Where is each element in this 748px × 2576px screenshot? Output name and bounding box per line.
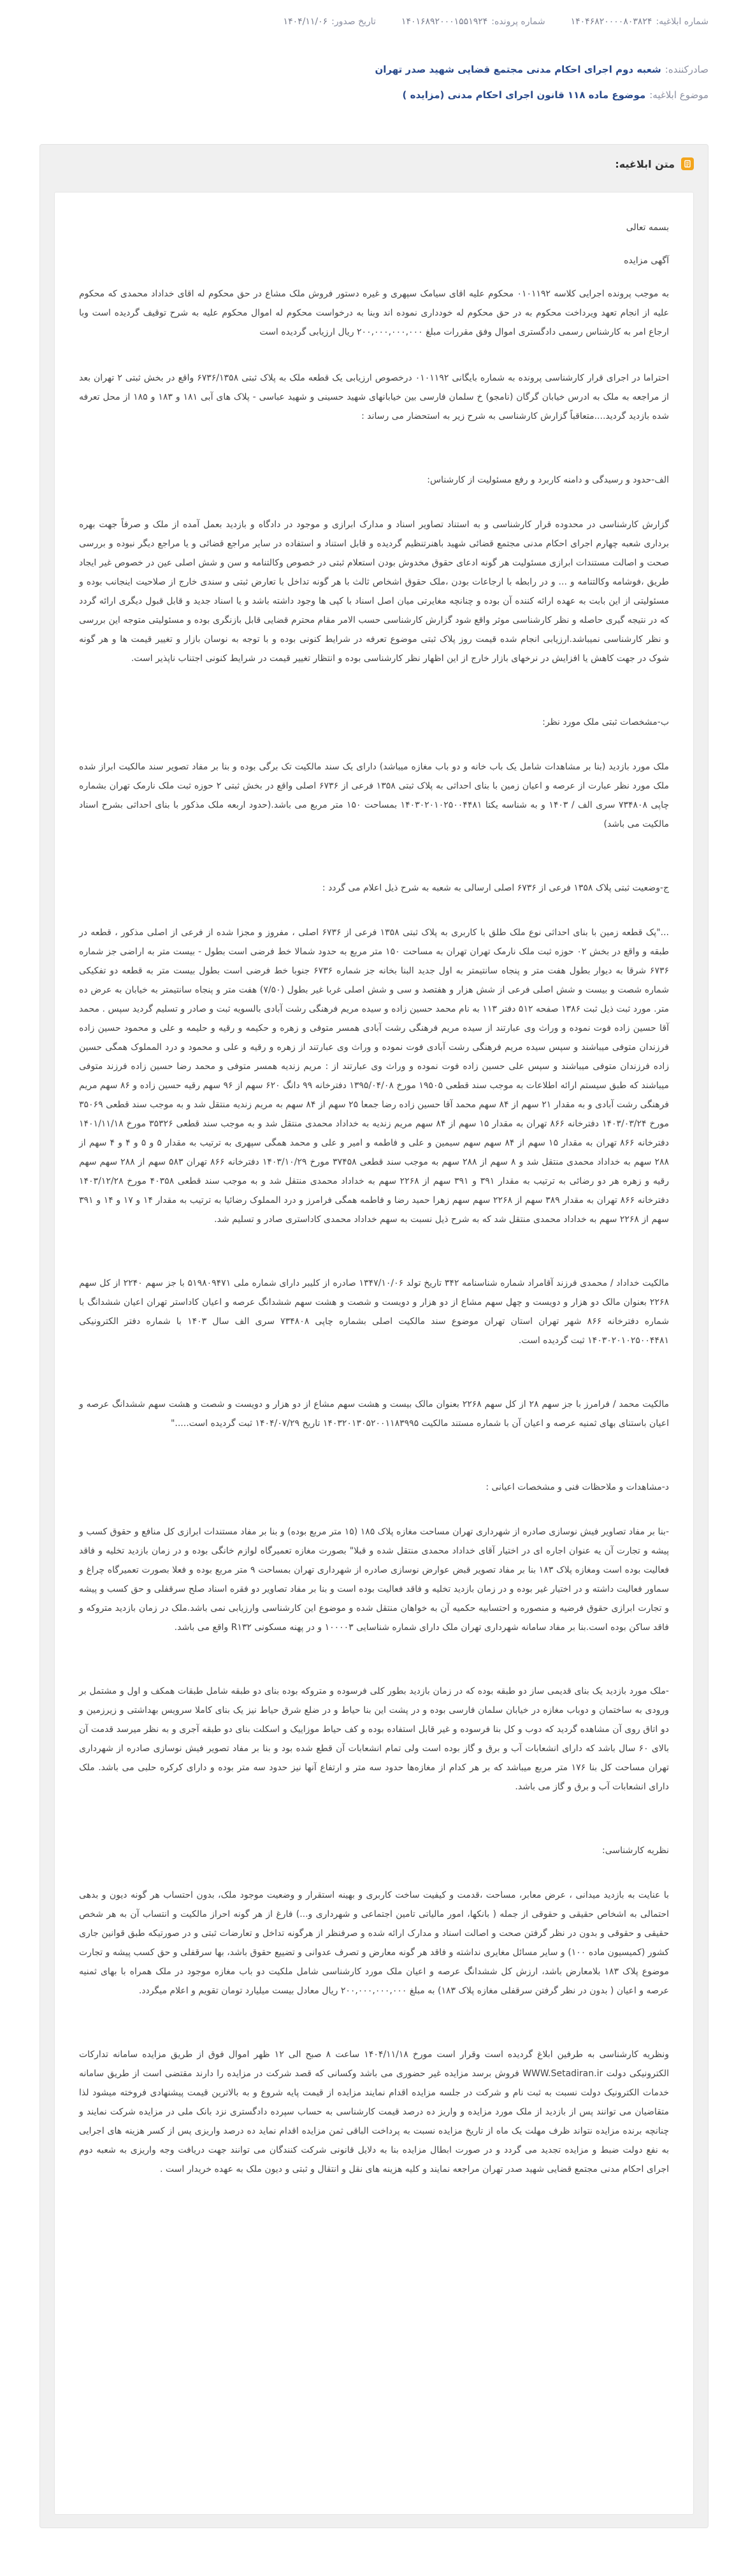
notice-meta-row: [40, 17, 708, 27]
paragraph-observations-1: -بنا بر مفاد تصاویر فیش نوسازی صادره از شهرداری تهران مساحت مغازه پلاک ۱۸۵ (۱۵ متر مربع بوده) و بنا بر مفاد مستندات ابرازی کل منافع و حقوق کسب و پیشه و تجارت آن یه عنوان اجاره ای در اختیار آقای خداداد محمدی منتقل شده و قبلا" بصورت مغازه تعمیرگاه لوازم خانگی بوده و در زمان بازدید تخلیه و فاقد فعالیت بوده است ومغازه پلاک ۱۸۳ بنا بر مفاد تصویر قبض عوارض نوسازی صادره از شهرداری تهران بمساحت ۹ متر مربع بوده و فعلا بصورت تعمیرگاه چراغ و سماور فعالیت داشته و در اختیار غیر بوده و در زمان بازدید تخلیه و فاقد فعالیت بوده است و بنا بر مفاد تصاویر دو فقره اسناد صلح سرقفلی و حق کسب و پیشه و تجارت ابرازی حقوق فرضیه و منصوره و احتسابیه حکمیه آن به خواهان منتقل شده و موضوع این کارشناسی وارزیابی نمی باشد.ملک در زمان بازدید متروکه و فاقد ساکن بوده است.بنا بر مفاد سامانه شهرداری تهران ملک دارای شماره شناسایی ۱۰۰۰۰۳ و در پهنه مسکونی R۱۳۲ واقع می باشد.: [79, 1527, 670, 1633]
heading-opinion: نظریه کارشناسی:: [602, 1845, 669, 1856]
notice-subject: [40, 89, 708, 101]
paragraph-auction: ونظریه کارشناسی به طرفین ابلاغ گردیده است وقرار است مورخ ۱۴۰۴/۱۱/۱۸ ساعت ۸ صبح الی ۱۲ ظهر اموال فوق از طریق مزایده سامانه تدارکات الکترونیکی دولت WWW.Setadiran.ir فروش برسد مزایده غیر حضوری می باشد وکسانی که قصد شرکت در مزایده را دارند مقتضی است از طریق سامانه خدمات الکترونیک دولت نسبت به ثبت نام و شرکت در جلسه مزایده اقدام نمایند مزایده از قیمت پایه شروع و به بالاترین قیمت پیشنهادی فروخته میشود لذا متقاضیان می توانند پس از بازدید از ملک مورد مزایده و واریز ده درصد قیمت کارشناسی به حساب سپرده دادگستری نزد بانک ملی در مزایده شرکت نمایند و چنانچه برنده مزایده نتواند ظرف مهلت یک ماه از تاریخ مزایده نسبت به پرداخت الباقی ثمن مزایده اقدام نماید ده درصد واریزی پس از کسر هزینه های اجرایی به نفع دولت ضبط و مزایده تجدید می گردد و در صورت ابطال مزایده بنا به دلایل قانونی شرکت کنندگان می توانند جهت دریافت وجه واریزی به شعبه دوم اجرای احکام مدنی مجتمع قضایی شهید صدر تهران مراجعه نمایند و کلیه هزینه های نقل و انتقال و ثبتی و دیون ملک به عهده خریدار است .: [79, 2049, 670, 2174]
issue-date: [284, 17, 376, 27]
issuer: [40, 64, 708, 75]
paragraph-appraisal: احتراما در اجرای قرار کارشناسی پرونده به شماره بایگانی ۰۱۰۱۱۹۲ درخصوص ارزیابی یک قطعه ملک به پلاک ثبتی ۶۷۳۶/۱۳۵۸ واقع در بخش ثبتی ۲ تهران بعد از مراجعه به ملک به ادرس خیابان گرگان (نامجو) خ سلمان فارسی بین خیابانهای شهید حسینی و شهید عباسی - پلاک های آبی ۱۸۱ و ۱۸۳ و ۱۸۵ از محل تعرفه شده بازدید گردید....متعاقباً گزارش کارشناسی به شرح زیر به استحضار می رساند :: [79, 373, 670, 421]
issue-date-value: ۱۴۰۴/۱۱/۰۶: [283, 17, 328, 27]
notice-title: آگهی مزایده: [624, 256, 669, 266]
paragraph-registry: ملک مورد بازدید (بنا بر مشاهدات شامل یک باب خانه و دو باب مغازه میباشد) دارای یک سند مالکیت تک برگی بوده و بنا بر مفاد تصویر سند مالکیت ابراز شده ملک مورد نظر عبارت از عرصه و اعیان زمین با بنای احداثی به پلاک ثبتی ۱۳۵۸ فرعی از ۶۷۳۶ اصلی واقع در بخش ثبتی ۲ حوزه ثبت ملک نارمک تهران بشماره چاپی ۷۳۴۸۰۸ سری الف / ۱۴۰۳ و به شناسه یکتا ۱۴۰۳۰۲۰۱۰۲۵۰۰۴۴۸۱ بمساحت ۱۵۰ متر مربع می باشد.(حدود اربعه ملک مذکور با بنای احداثی بشرح اسناد مالکیت می باشد): [79, 762, 670, 829]
paragraph-owner-2: مالکیت محمد / فرامرز با جز سهم ۲۸ از کل سهم ۲۲۶۸ بعنوان مالک بیست و هشت سهم مشاع از دو هزار و دویست و شصت و هشت سهم ششدانگ عرصه و اعیان باستنای بهای ثمنیه عرصه و اعیان آن با شماره مستند مالکیت ۱۴۰۳۲۰۱۳۰۵۲۰۰۱۱۸۳۹۹۵ تاریخ ۱۴۰۴/۰۷/۲۹ ثبت گردیده است.....": [79, 1399, 669, 1429]
paragraph-registry-status: ..."پک قطعه زمین با بنای احداثی نوع ملک طلق با کاربری به پلاک ثبتی ۱۳۵۸ فرعی از ۶۷۳۶ اصلی ، مفروز و مجزا شده از فرعی از اصلی مذکور ، قطعه در طبقه و واقع در بخش ۰۲ حوزه ثبت ملک نارمک تهران تهران به مساحت ۱۵۰ متر مربع به حدود شمالا خط فرضی است بطول - بیست متر به اراضی جز شماره ۶۷۳۶ شرقا به دیوار بطول هفت متر و پنجاه سانتیمتر به اول جدید البنا بخانه جز شماره ۶۷۳۶ جنوبا خط فرضی است بطول بیست متر به قطعه دو تفکیکی شماره شصت و بیست و شش اصلی فرعی از شش هزار و هفتصد و سی و شش اصلی غربا غیر بطول (۷/۵۰) هفت متر و پنجاه سانتیمتر به خیابان به عرض ده متر. مورد ثبت ذیل ثبت ۱۳۸۶ صفحه ۵۱۲ دفتر ۱۱۳ به نام محمد حسین زاده و سیده مریم فرهنگی رشت آبادی بالسویه ثبت و صادر و تسلیم گردید سپس . محمد آقا حسین زاده فوت نموده و وراث وی عبارتند از سیده مریم فرهنگی رشت آبادی همسر متوفی و زهره و حکیمه و رقیه و حلیمه و علی و محمود حسین زاده فرزندان متوفی میباشند و سپس سیده مریم فرهنگی رشت آبادی فوت نموده و وراث وی عبارتند از زهره و رقیه و علی و محمود و درد المملوک همگی حسین زاده فرزندان متوفی میباشند و سپس علی حسین زاده فوت نموده و وراث وی عبارتند از : مریم زندیه همسر متوفی و محمد رضا حسین زاده فرزند متوفی میباشند که طبق سیستم ارائه اطلاعات به موجب سند قطعی ۱۹۵۰۵ مورخ ۱۳۹۵/۰۴/۰۸ دفترخانه ۹۹ دانگ ۶۲۰ سهم از ۹۶ سهم رقیه حسین زاده و ۸۶ سهم مریم فرهنگی رشت آبادی و به مقدار ۲۱ سهم از ۸۴ سهم محمد آقا حسین زاده رضا جمعا ۲۵ سهم از ۸۴ سهم به مریم زندیه منتقل شد و به موجب سند قطعی ۳۵۰۶۹ مورخ ۱۴۰۳/۰۳/۲۴ دفترخانه ۸۶۶ تهران به مقدار ۱۵ سهم از ۸۴ سهم مریم زندیه به خداداد محمدی منتقل شد و به موجب سند قطعی ۳۵۳۲۶ مورخ ۱۴۰۱/۱۱/۱۸ دفترخانه ۸۶۶ تهران به مقدار ۱۵ سهم از ۸۴ سهم سهم سیمین و علی و فاطمه و امیر و علی و محمد همگی سپهری به ترتیب به مقدار ۵ و ۵ و ۴ و ۴ سهم از ۲۸۸ سهم به خداداد محمدی منتقل شد و ۸ سهم از ۲۸۸ سهم به موجب سند قطعی ۳۷۴۵۸ مورخ ۱۴۰۳/۱۰/۲۹ دفترخانه ۸۶۶ تهران ۵۸۳ سهم از ۲۸۸ سهم سهم رقیه و زهره هر دو رضائی به ترتیب به مقدار ۳۹۱ و ۳۹۱ سهم از ۲۲۶۸ سهم به خداداد محمدی منتقل شد و به موجب سند قطعی ۴۰۳۵۸ مورخ ۱۴۰۳/۱۲/۲۸ دفترخانه ۸۶۶ تهران به مقدار ۳۸۹ سهم از ۲۲۶۸ سهم سهم زهرا حمید رضا و فاطمه همگی فرامرز و درد المملوک رضائیا به ترتیب به مقدار ۱۴ و ۱۷ و ۱۴ و ۳۹۱ سهم از ۲۲۶۸ سهم به خداداد محمدی منتقل شد که به شرح ذیل نسبت به سهم خداداد محمدی کاداستری صادر و تسلیم شد.: [79, 928, 670, 1225]
document-icon: [681, 157, 694, 170]
heading-scope: الف-حدود و رسیدگی و دامنه کاربرد و رفع مسئولیت از کارشناس:: [427, 475, 669, 485]
notice-text-card: [40, 144, 708, 2528]
issuer-label: صادرکننده:: [665, 64, 708, 75]
notice-subject-value: موضوع ماده ۱۱۸ قانون اجرای احکام مدنی (مزایده ): [402, 89, 646, 101]
notice-number-label: شماره ابلاغیه:: [656, 17, 708, 27]
card-header: [40, 145, 708, 183]
notice-number-value: ۱۴۰۴۶۸۲۰۰۰۰۸۰۳۸۲۴: [570, 17, 652, 27]
notice-subject-label: موضوع ابلاغیه:: [649, 89, 708, 101]
case-number: [401, 17, 545, 27]
issue-date-label: تاریخ صدور:: [331, 17, 376, 27]
bismillah: بسمه تعالی: [626, 222, 669, 233]
card-title: متن ابلاغیه:: [615, 157, 675, 170]
notice-number: [571, 17, 708, 27]
paragraph-opinion: با عنایت به بازدید میدانی ، عرض معابر، مساحت ،قدمت و کیفیت ساخت کاربری و بهینه استقرار و وضعیت موجود ملک، بدون احتساب هر گونه دیون و بدهی احتمالی به اشخاص حقیقی و حقوقی از جمله ( بانکها، امور مالیاتی تامین اجتماعی و شهرداری و...) فارغ از هر گونه احراز مالکیت و انتساب آن به هر شخص حقیقی و حقوقی و بدون در نظر گرفتن صحت و اصالت اسناد و مدارک ارائه شده و صرفنظر از هرگونه تداخل و تعارضات ثبتی و در صورتیکه طبق قوانین جاری کشور (کمیسیون ماده ۱۰۰) و سایر مسائل مغایری نداشته و فاقد هر گونه معارض و تصرف عدوانی و تضییع حقوق باشد، بها سرقفلی و حق کسب پیشه و تجارت موضوع پلاک ۱۸۳ بلامعارض باشد، ارزش کل ششدانگ عرصه و اعیان ملک مورد کارشناسی شامل ملکیت دو باب مغازه موجود در ملک همراه با بهای ثمنیه عرصه و اعیان ( بدون در نظر گرفتن سرقفلی مغازه پلاک ۱۸۳) به مبلغ ۲۰۰,۰۰۰,۰۰۰,۰۰۰ ریال معادل بیست میلیارد تومان تقویم و اعلام میگردد.: [79, 1890, 669, 1996]
case-number-label: شماره پرونده:: [491, 17, 545, 27]
paragraph-observations-2: -ملک مورد بازدید یک بنای قدیمی ساز دو طبقه بوده که در زمان بازدید بطور کلی فرسوده و متروکه بوده بنای دو طبقه شامل طبقات همکف و اول و مشتمل بر ورودی به ساختمان و دوباب مغازه در خیابان سلمان فارسی بوده و در پشت این بنا حیاط و در ضلع شرق حیاط نیز یک بنای کاملا سرویس بهداشتی و زیرزمین و دو اتاق روی آن مشاهده گردید که دوب و کل بنا فرسوده و غیر قابل استفاده بوده و کف حیاط موزاییک و اسکلت بنای دو طبقه آجری و به نظر میرسد قدمت آن بالای ۶۰ سال باشد که دارای انشعابات آب و برق و گاز بوده است ولی تمام انشعابات آن قطع شده بود و بنا بر مفاد تصویر فیش نوسازی صادره از شهرداری تهران مساحت کل بنا ۱۷۶ متر مربع میباشد که بر هر کدام از مغازه‌ها حدود سه متر و ارتفاع آنها نیز حدود سه متر بوده و دارای کرکره حلبی می باشد. ملک دارای انشعابات آب و برق و گاز می باشد.: [79, 1686, 669, 1792]
paragraph-scope: گزارش کارشناسی در محدوده قرار کارشناسی و به استناد تصاویر اسناد و مدارک ابرازی و موجود در دادگاه و بازدید بعمل آمده از ملک و صرفاً جهت بهره برداری شعبه چهارم اجرای احکام مدنی مجتمع قضائی شهید باهنرتنظیم گردیده و قابل استناد و استفاده در سایر مراجع قضائی و یا مراجع دیگر نبوده و بررسی صحت و اصالت مستندات ابرازی مسئولیت هر گونه ادعای حقوق مخدوش بودن استعلام ثبتی در خصوص وکالتنامه و سن و شش اصلی عین در خصوص غیر ایجاد طریق ،فوشامه وکالتنامه و ... و در رابطه با ارجاعات بودن ،ملک حقوق اشخاص ثالث با هر گونه تداخل با تعارض ثبتی و سندی خارج از صلاحیت اینجانب بوده و مسئولیتی از این بابت به عهده ارائه کننده آن بوده و چنانچه مغایرتی میان اصل اسناد با کپی ها وجود داشته باشد و یا اسناد جدید و قابل قبول دیگری ارائه گردد که در نتیجه گیری حاصله و نظر کارشناسی موثر واقع شود گزارش کارشناسی حسب الامر مقام محترم قضایی قابل بازنگری بوده و مسئولیتی متوجه این بررسی و نظر کارشناسی نمیباشد.ارزیابی انجام شده قیمت روز پلاک ثبتی موضوع تعرفه در شرایط کنونی بوده و با توجه به نوسان بازار و تغییر قیمت ها و هر گونه شوک در جهت کاهش یا افزایش در نرخهای بازار خارج از این اظهار نظر کارشناسی بوده و انتظار تغییر قیمت در شرایط کنونی اجتناب ناپذیر است.: [79, 520, 669, 664]
paragraph-owner-1: مالکیت خداداد / محمدی فرزند آقامراد شماره شناسنامه ۳۴۲ تاریخ تولد ۱۳۴۷/۱۰/۰۶ صادره از کلیبر دارای شماره ملی ۵۱۹۸۰۹۴۷۱ با جز سهم ۲۲۴۰ از کل سهم ۲۲۶۸ بعنوان مالک دو هزار و دویست و چهل سهم مشاع از دو هزار و دویست و شصت و هشت سهم ششدانگ عرصه و اعیان کاداستر تهران اعیان ششدانگ با شماره دفترخانه ۸۶۶ شهر تهران استان تهران موضوع سند مالکیت اصلی بشماره چاپی ۷۳۴۸۰۸ سری الف سال ۱۴۰۳ با شماره دفتر الکترونیکی ۱۴۰۳۰۲۰۱۰۲۵۰۰۴۴۸۱ ثبت گردیده است.: [79, 1278, 669, 1346]
issuer-value: شعبه دوم اجرای احکام مدنی مجتمع قضایی شهید صدر تهران: [375, 64, 661, 75]
case-number-value: ۱۴۰۱۶۸۹۲۰۰۰۱۵۵۱۹۲۴: [401, 17, 488, 27]
heading-registry: ب-مشخصات ثبتی ملک مورد نظر:: [542, 717, 669, 727]
heading-registry-status: ج-وضعیت ثبتی پلاک ۱۳۵۸ فرعی از ۶۷۳۶ اصلی ارسالی به شعبه به شرح ذیل اعلام می گردد :: [322, 883, 669, 893]
notice-body: [54, 192, 694, 2515]
heading-observations: د-مشاهدات و ملاحظات فنی و مشخصات اعیانی :: [485, 1482, 669, 1492]
paragraph-intro: به موجب پرونده اجرایی کلاسه ۰۱۰۱۱۹۲ محکوم علیه اقای سیامک سپهری و غیره دستور فروش ملک مشاع در حق محکوم له اقای خداداد محمدی که محکوم علیه از انجام تعهد ویرداخت محکوم به در حق محکوم له خودداری نموده اند وبنا به درخواست محکوم له اموال محکوم علیه به شرح توقیف گردیده است وبا ارجاع امر به کارشناس رسمی دادگستری اموال وفق مقررات مبلغ ۲۰۰,۰۰۰,۰۰۰,۰۰۰ ریال ارزیابی گردیده است: [79, 289, 669, 337]
